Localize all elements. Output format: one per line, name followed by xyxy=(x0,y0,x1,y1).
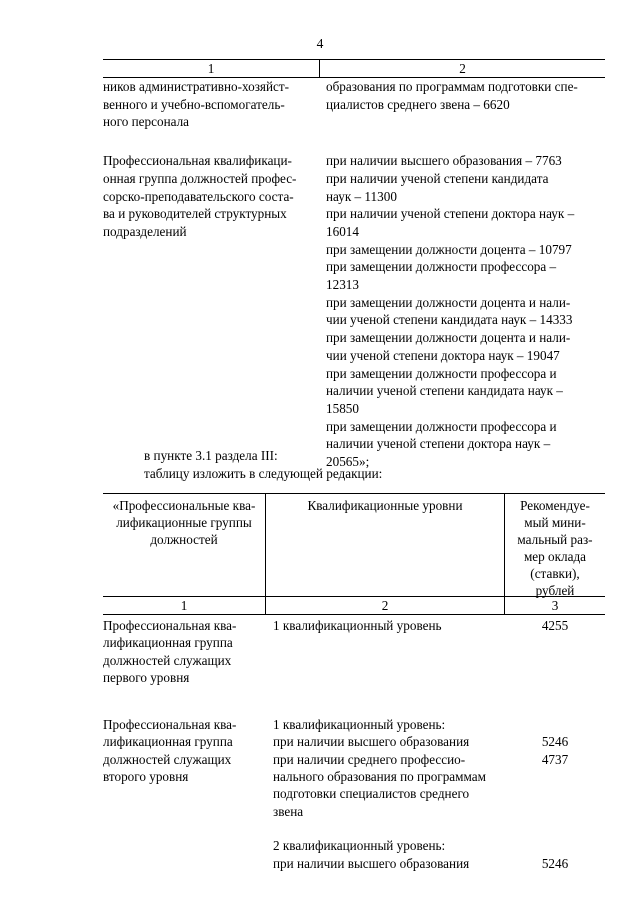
header-groups: «Профессиональные ква- лификационные группы должностей xyxy=(103,494,266,596)
table-continuation xyxy=(103,59,605,471)
table-row xyxy=(103,152,605,471)
levels-cell: 1 квалификационный уровень xyxy=(273,618,442,633)
column-number-2: 2 xyxy=(459,61,466,76)
group-cell: Профессиональная ква- лификационная группа должностей служащих второго уровня xyxy=(103,717,237,785)
table-header-row xyxy=(103,60,605,78)
page-number: 4 xyxy=(316,36,324,51)
header-levels: Квалификационные уровни xyxy=(266,494,505,596)
qualification-table xyxy=(103,493,605,872)
group-cell: Профессиональная ква- лификационная группа должностей служащих первого уровня xyxy=(103,618,237,685)
table-row xyxy=(103,716,605,872)
column-number-1: 1 xyxy=(103,60,320,77)
salary-cell: при наличии высшего образования – 7763 при наличии ученой степени кандидата наук – 11300 при наличии ученой степени доктора наук – 16014 при замещении должности доцента – 10797 при замещении должности профессора – 12313 при замещении должности доцента и нали- чии ученой степени кандидата наук – 14333 при замещении должности доцента и нали- чии ученой степени доктора наук – 19047 при замещении должности профессора и наличии ученой степени кандидата наук – 15850 при замещении должности профессора и наличии ученой степени доктора наук – 20565»; xyxy=(326,153,575,470)
group-cell: ников административно-хозяйст- венного и учебно-вспомогатель- ного персонала xyxy=(103,79,290,130)
group-cell: Профессиональная квалификаци- онная группа должностей профес- сорско-преподавательского соста- ва и руководителей структурных подразделений xyxy=(103,153,297,239)
paragraph-instruction: таблицу изложить в следующей редакции: xyxy=(144,466,383,481)
header-salary: Рекомендуе- мый мини- мальный раз- мер оклада (ставки), рублей xyxy=(517,498,593,598)
salary-cell: 4255 xyxy=(541,618,569,633)
salary-cell: образования по программам подготовки спе- циалистов среднего звена – 6620 xyxy=(326,79,578,112)
column-numbers-row: 1 2 3 xyxy=(103,597,605,615)
salary-cell: 5246 4737 5246 xyxy=(541,734,569,871)
table-row xyxy=(103,78,605,131)
table-header-row xyxy=(103,493,605,597)
table-row xyxy=(103,617,605,686)
paragraph-section-ref: в пункте 3.1 раздела III: xyxy=(144,448,278,463)
levels-cell: 1 квалификационный уровень: при наличии высшего образования при наличии среднего профессио- нального образования по программам подготовки специалистов среднего звена 2 квалификационный уровень: при наличии высшего образования xyxy=(273,717,486,871)
